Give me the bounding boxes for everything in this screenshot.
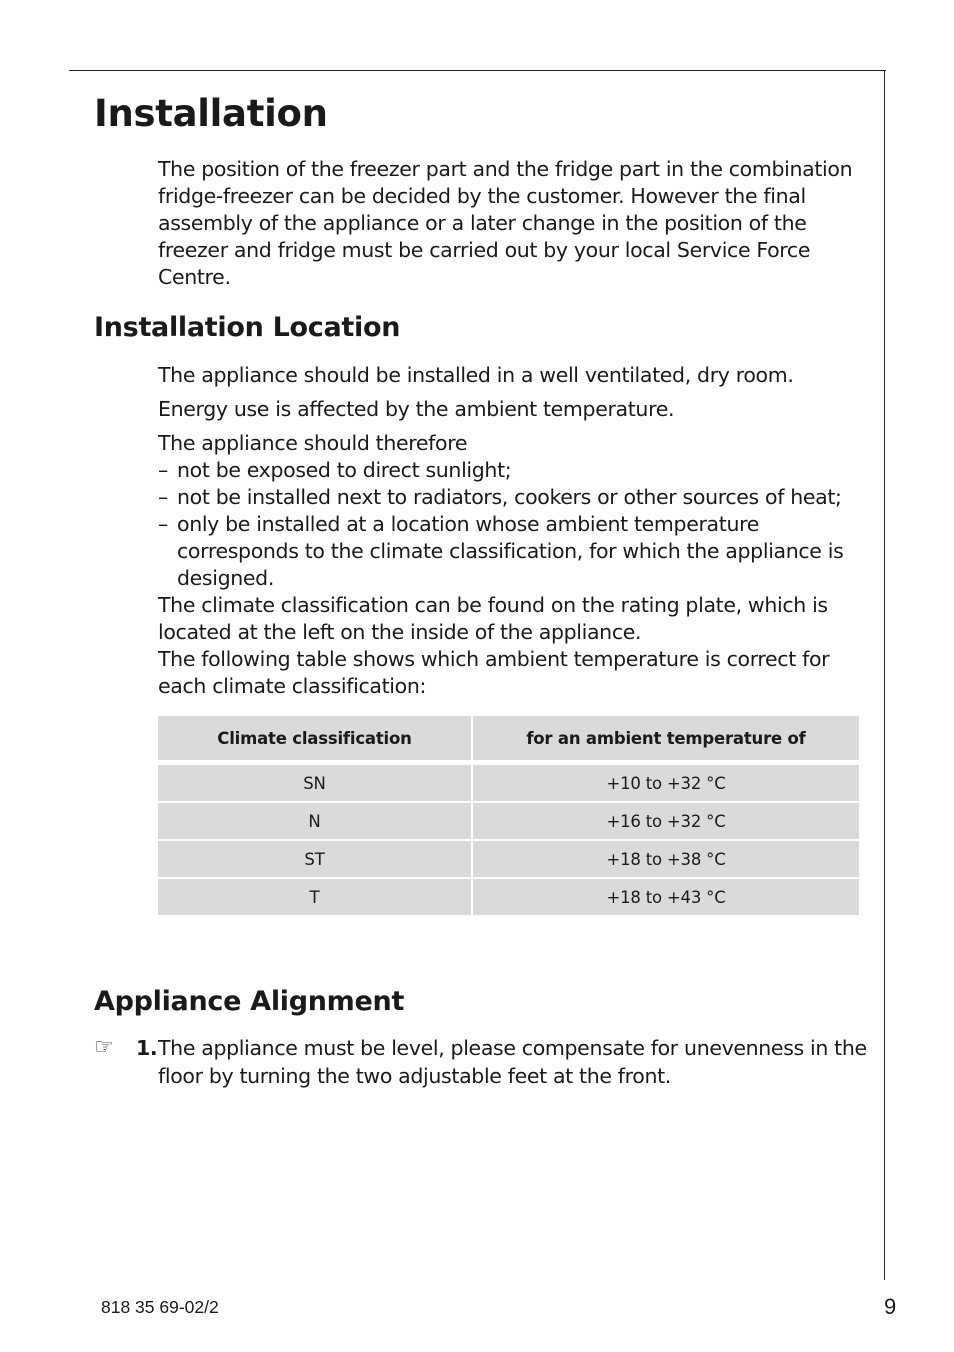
location-paragraph-5: The following table shows which ambient temperature is correct for each climate classification:: [158, 647, 830, 698]
list-item: [158, 484, 868, 511]
column-header-classification: Climate classification: [158, 716, 472, 763]
list-item: [158, 511, 868, 592]
page-title: Installation: [94, 92, 328, 135]
alignment-step-1: [94, 1034, 874, 1090]
pointing-hand-icon: ☞: [94, 1035, 114, 1060]
list-item: [158, 457, 868, 484]
installation-location-heading: Installation Location: [94, 312, 401, 343]
climate-classification-table: [158, 716, 859, 915]
location-paragraph-1: The appliance should be installed in a well ventilated, dry room.: [158, 363, 794, 387]
page-number: 9: [884, 1294, 897, 1319]
location-paragraph-2: Energy use is affected by the ambient temperature.: [158, 397, 675, 421]
dash-bullet: –: [158, 485, 168, 509]
column-header-temperature: for an ambient temperature of: [472, 716, 859, 763]
dash-bullet: –: [158, 512, 168, 536]
table-cell-temperature: +16 to +32 °C: [472, 802, 859, 840]
table-row: [158, 802, 859, 840]
location-paragraph-4: The climate classification can be found on the rating plate, which is located at the left on the inside of the appliance.: [158, 593, 828, 644]
list-item-text: only be installed at a location whose ambient temperature corresponds to the climate classification, for which the appliance is designed.: [177, 512, 844, 590]
table-cell-temperature: +18 to +38 °C: [472, 840, 859, 878]
top-rule: [69, 70, 886, 71]
table-cell-class: ST: [158, 840, 472, 878]
intro-paragraph: The position of the freezer part and the fridge part in the combination fridge-freezer can be decided by the customer. However the final assembly of the appliance or a later change in the position of the freezer and fridge must be carried out by your local Service Force Centre.: [158, 157, 853, 289]
appliance-alignment-heading: Appliance Alignment: [94, 986, 405, 1017]
list-item-text: not be exposed to direct sunlight;: [177, 458, 512, 482]
table-cell-temperature: +10 to +32 °C: [472, 763, 859, 803]
table-cell-temperature: +18 to +43 °C: [472, 878, 859, 915]
step-number: 1.: [136, 1036, 158, 1060]
location-paragraph-3: The appliance should therefore: [158, 431, 468, 455]
table-cell-class: N: [158, 802, 472, 840]
right-rule: [884, 70, 885, 1280]
step-text: The appliance must be level, please compensate for unevenness in the floor by turning the two adjustable feet at the front.: [158, 1036, 867, 1088]
list-item-text: not be installed next to radiators, cookers or other sources of heat;: [177, 485, 842, 509]
table-cell-class: SN: [158, 763, 472, 803]
dash-bullet: –: [158, 458, 168, 482]
table-cell-class: T: [158, 878, 472, 915]
document-code: 818 35 69-02/2: [101, 1297, 219, 1317]
location-conditions-list: [158, 457, 868, 592]
table-row: [158, 878, 859, 915]
table-header-row: [158, 716, 859, 763]
table-row: [158, 840, 859, 878]
table-row: [158, 763, 859, 803]
